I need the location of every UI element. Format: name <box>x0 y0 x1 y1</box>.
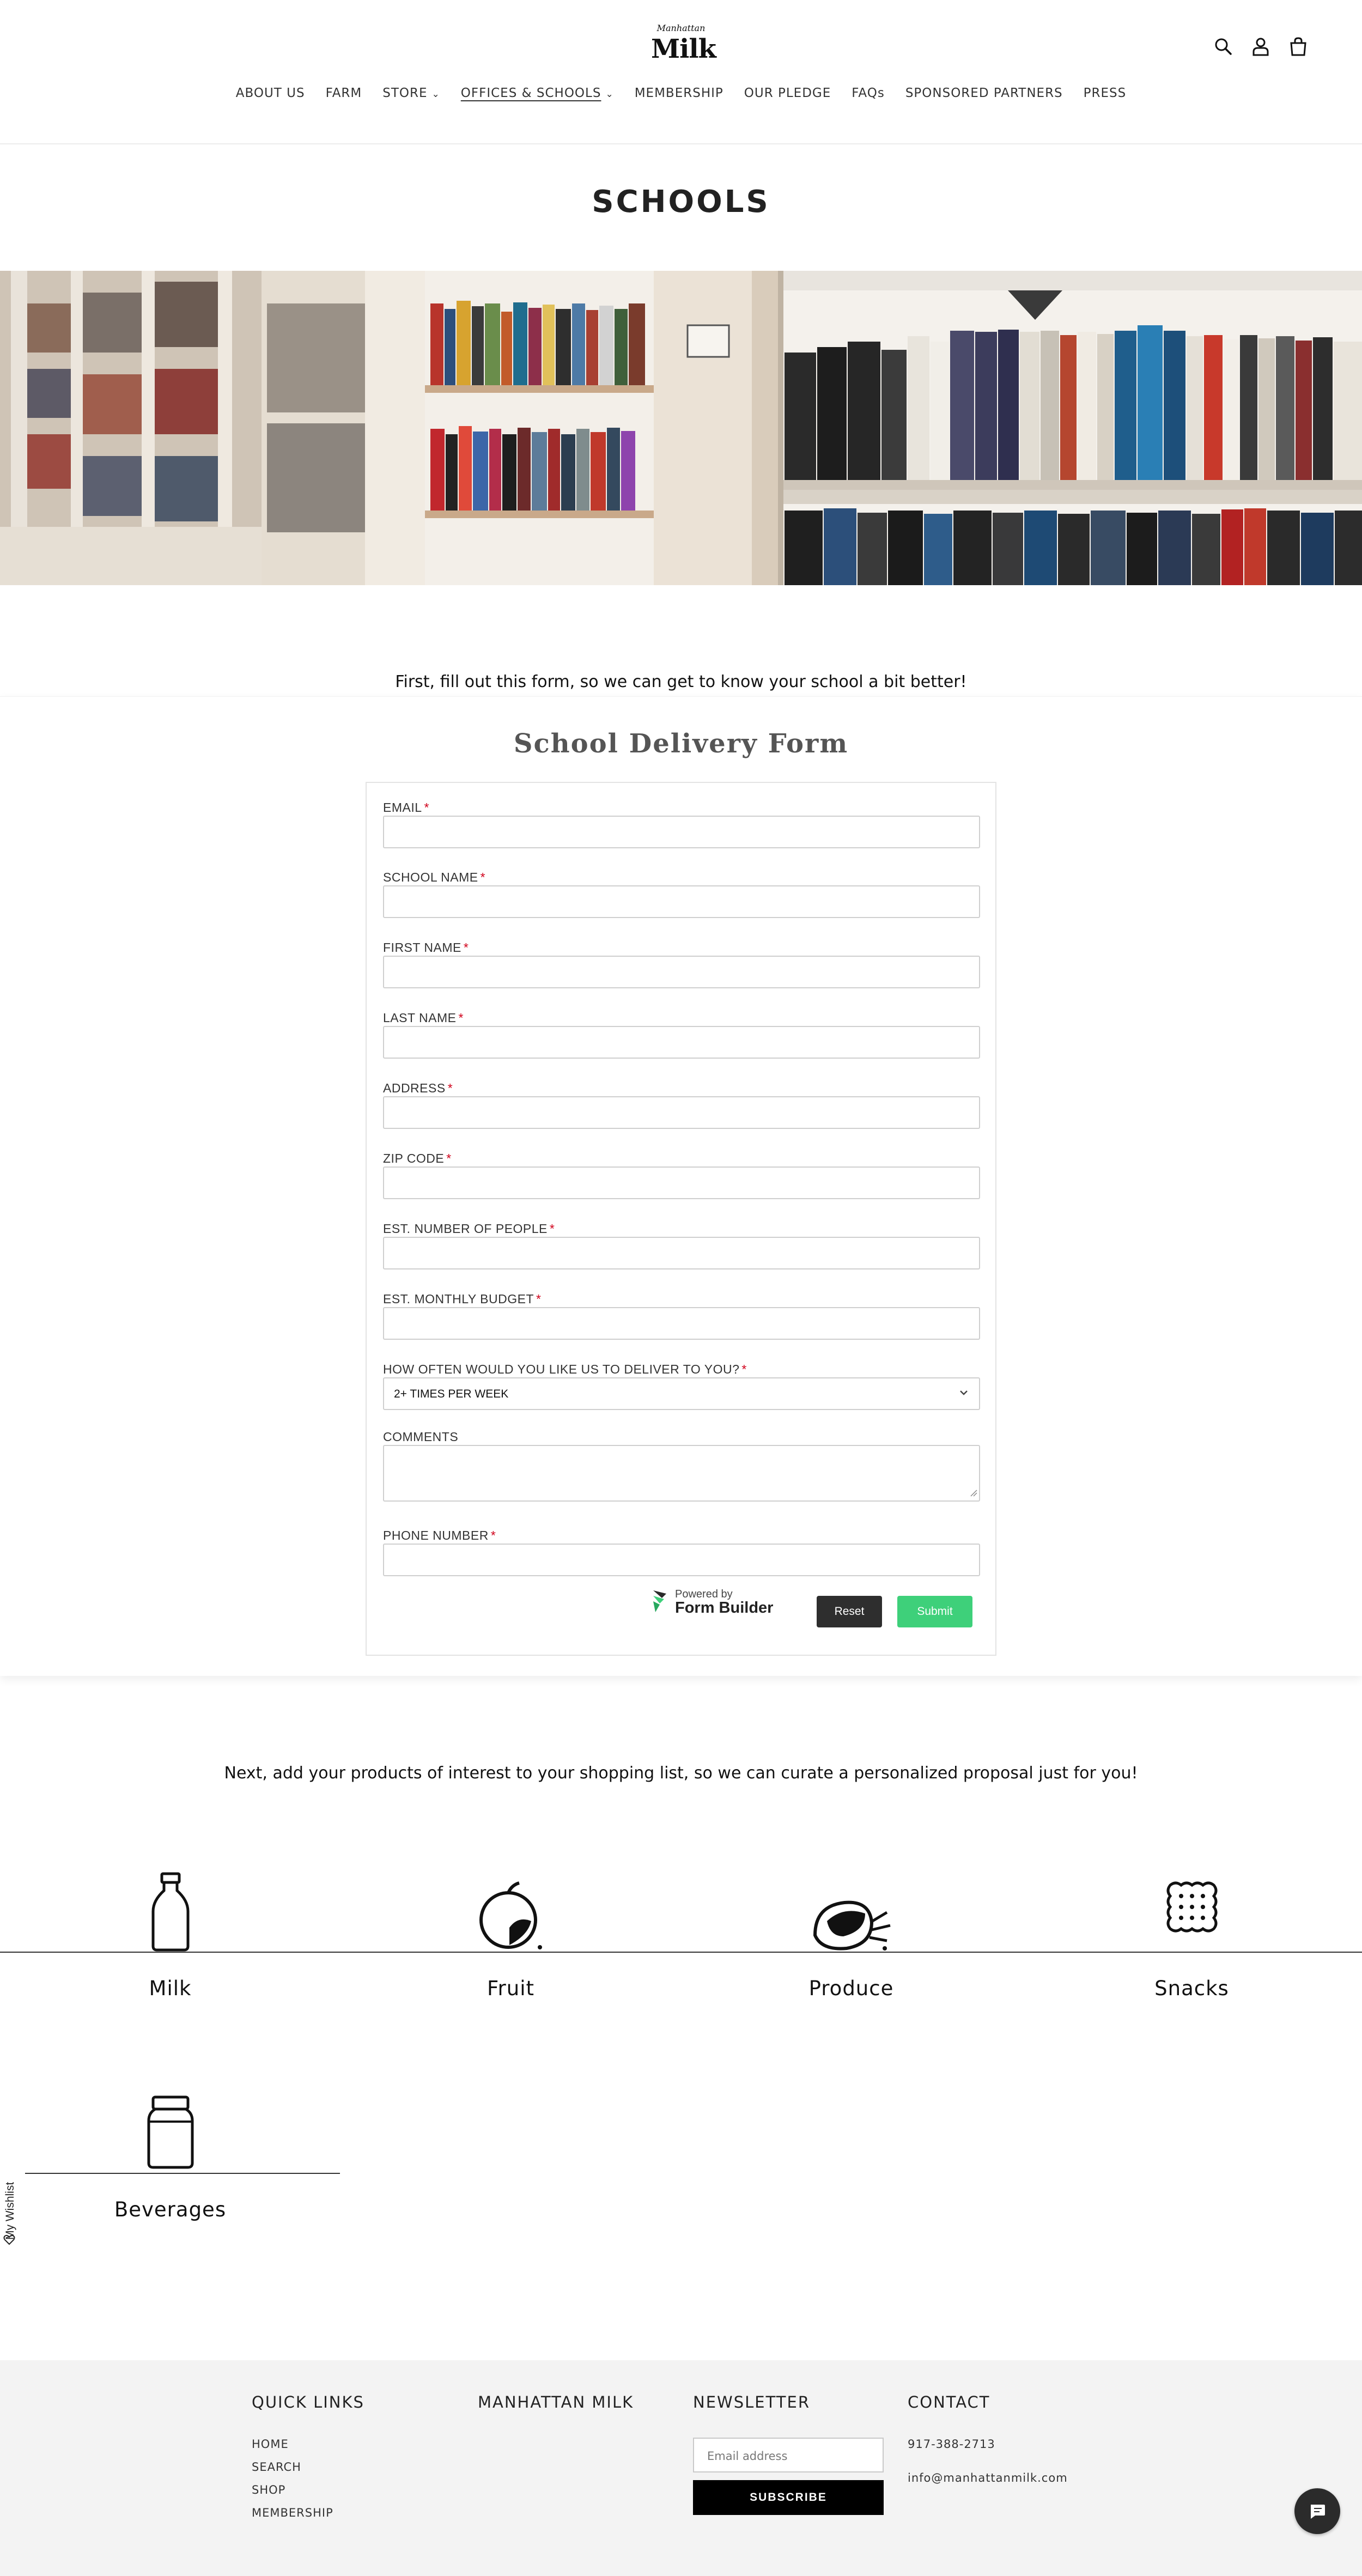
wishlist-label: My Wishlist <box>4 2182 16 2240</box>
nav-label: OUR PLEDGE <box>744 86 831 100</box>
chat-button[interactable] <box>1294 2488 1340 2534</box>
category-snacks[interactable] <box>1021 1879 1362 1935</box>
first-name-label <box>383 940 469 955</box>
school-name-label <box>383 870 485 885</box>
category-beverages[interactable] <box>0 2095 340 2170</box>
subscribe-button[interactable]: SUBSCRIBE <box>693 2480 884 2515</box>
search-icon[interactable] <box>1211 34 1236 59</box>
required-mark: * <box>458 1011 464 1025</box>
footer-link-search[interactable]: SEARCH <box>252 2460 301 2474</box>
nav-item-press[interactable] <box>1084 86 1127 100</box>
label-text: HOW OFTEN WOULD YOU LIKE US TO DELIVER TO YOU? <box>383 1362 740 1376</box>
label-text: EST. NUMBER OF PEOPLE <box>383 1222 548 1236</box>
logo-small-text: Manhattan <box>656 23 706 33</box>
contact-email[interactable]: info@manhattanmilk.com <box>908 2471 1068 2484</box>
nav-label: FARM <box>325 86 362 100</box>
first-name-field[interactable] <box>383 956 980 988</box>
page-title: SCHOOLS <box>592 184 770 220</box>
footer-heading-newsletter: NEWSLETTER <box>693 2393 810 2411</box>
hero-library-image <box>0 271 1362 585</box>
category-label-snacks[interactable]: Snacks <box>1154 1977 1229 2000</box>
chevron-down-icon: ⌄ <box>431 89 440 100</box>
snack-cracker-icon <box>1164 1879 1220 1935</box>
beverage-jar-icon <box>145 2095 196 2170</box>
frequency-select[interactable] <box>383 1377 980 1410</box>
wishlist-tab[interactable] <box>1 2162 19 2249</box>
nav-item-membership[interactable] <box>635 86 723 100</box>
frequency-selected-value: 2+ TIMES PER WEEK <box>394 1388 509 1400</box>
nav-item-farm[interactable] <box>326 86 362 100</box>
chevron-down-icon: ⌄ <box>605 89 614 100</box>
category-label-beverages[interactable]: Beverages <box>114 2198 227 2221</box>
chat-bubble-icon <box>1308 2501 1327 2521</box>
heart-icon <box>3 2234 15 2246</box>
nav-label: ABOUT US <box>235 86 305 100</box>
label-text: ZIP CODE <box>383 1151 445 1165</box>
category-row-divider <box>0 1952 1362 1953</box>
nav-item-offices-schools[interactable] <box>461 86 614 100</box>
zip-code-field[interactable] <box>383 1167 980 1199</box>
newsletter-email-input[interactable]: Email address <box>693 2438 884 2472</box>
nav-label: MEMBERSHIP <box>634 86 723 100</box>
resize-handle-icon[interactable] <box>969 1488 977 1499</box>
nav-item-store[interactable] <box>382 86 440 100</box>
account-icon[interactable] <box>1248 34 1273 59</box>
label-text: ADDRESS <box>383 1081 446 1095</box>
form-section <box>0 696 1362 1676</box>
phone-label <box>383 1528 496 1543</box>
comments-label <box>383 1430 458 1444</box>
nav-item-our-pledge[interactable] <box>744 86 831 100</box>
contact-phone[interactable]: 917-388-2713 <box>908 2438 995 2451</box>
footer-heading-manhattan-milk: MANHATTAN MILK <box>478 2393 634 2411</box>
required-mark: * <box>490 1528 496 1542</box>
footer-link-home[interactable]: HOME <box>252 2438 289 2451</box>
footer-link-shop[interactable]: SHOP <box>252 2483 286 2496</box>
category-milk[interactable] <box>0 1872 340 1952</box>
phone-field[interactable] <box>383 1544 980 1576</box>
frequency-label <box>383 1362 747 1377</box>
category-label-produce[interactable]: Produce <box>808 1977 894 2000</box>
required-mark: * <box>480 870 486 884</box>
required-mark: * <box>446 1151 452 1165</box>
nav-item-faqs[interactable] <box>852 86 885 100</box>
footer-link-membership[interactable]: MEMBERSHIP <box>252 2506 333 2519</box>
milk-bottle-icon <box>149 1872 192 1952</box>
powered-by-text: Powered by <box>675 1588 733 1600</box>
site-footer <box>0 2360 1362 2576</box>
main-nav <box>0 86 1362 100</box>
budget-field[interactable] <box>383 1307 980 1340</box>
logo-big-text: Milk <box>651 34 716 64</box>
category-label-milk[interactable]: Milk <box>149 1977 192 2000</box>
label-text: COMMENTS <box>383 1430 459 1444</box>
site-header <box>0 0 1362 144</box>
category-row-divider <box>25 2173 340 2174</box>
footer-heading-quick-links: QUICK LINKS <box>252 2393 364 2411</box>
required-mark: * <box>447 1081 453 1095</box>
form-intro-text: First, fill out this form, so we can get to know your school a bit better! <box>395 672 967 691</box>
powered-by-form-builder[interactable] <box>650 1586 786 1619</box>
required-mark: * <box>536 1292 542 1306</box>
required-mark: * <box>424 800 429 815</box>
nav-label: PRESS <box>1083 86 1127 100</box>
num-people-label <box>383 1222 555 1236</box>
last-name-label <box>383 1011 464 1025</box>
submit-button[interactable]: Submit <box>897 1596 972 1627</box>
label-text: SCHOOL NAME <box>383 870 478 884</box>
form-title: School Delivery Form <box>513 728 849 759</box>
fruit-icon <box>476 1881 546 1952</box>
category-produce[interactable] <box>681 1890 1021 1952</box>
nav-label: OFFICES & SCHOOLS <box>460 86 601 100</box>
shopping-list-intro-text: Next, add your products of interest to your shopping list, so we can curate a personalized proposal just for you! <box>224 1764 1138 1783</box>
reset-button[interactable]: Reset <box>817 1596 882 1627</box>
label-text: FIRST NAME <box>383 940 461 955</box>
category-fruit[interactable] <box>340 1881 681 1952</box>
nav-item-sponsored-partners[interactable] <box>905 86 1063 100</box>
nav-label: SPONSORED PARTNERS <box>905 86 1063 100</box>
nav-label: FAQs <box>852 86 885 100</box>
label-text: EMAIL <box>383 800 422 815</box>
category-label-fruit[interactable]: Fruit <box>487 1977 535 2000</box>
email-label <box>383 800 429 815</box>
required-mark: * <box>741 1362 747 1376</box>
footer-heading-contact: CONTACT <box>908 2393 990 2411</box>
required-mark: * <box>549 1222 555 1236</box>
zip-code-label <box>383 1151 452 1166</box>
nav-item-about-us[interactable] <box>236 86 305 100</box>
email-field[interactable] <box>383 816 980 848</box>
budget-label <box>383 1292 541 1307</box>
brand-logo[interactable] <box>651 23 716 66</box>
produce-icon <box>811 1890 892 1952</box>
form-builder-text: Form Builder <box>675 1599 774 1617</box>
label-text: PHONE NUMBER <box>383 1528 489 1542</box>
address-field[interactable] <box>383 1096 980 1129</box>
num-people-field[interactable] <box>383 1237 980 1269</box>
school-delivery-form <box>366 782 996 1656</box>
comments-textarea[interactable] <box>383 1445 980 1502</box>
nav-label: STORE <box>382 86 428 100</box>
address-label <box>383 1081 453 1096</box>
required-mark: * <box>463 940 469 955</box>
form-builder-logo-icon <box>650 1588 672 1617</box>
label-text: LAST NAME <box>383 1011 457 1025</box>
label-text: EST. MONTHLY BUDGET <box>383 1292 534 1306</box>
school-name-field[interactable] <box>383 885 980 918</box>
chevron-down-icon <box>957 1386 970 1402</box>
last-name-field[interactable] <box>383 1026 980 1059</box>
cart-icon[interactable] <box>1286 34 1311 59</box>
